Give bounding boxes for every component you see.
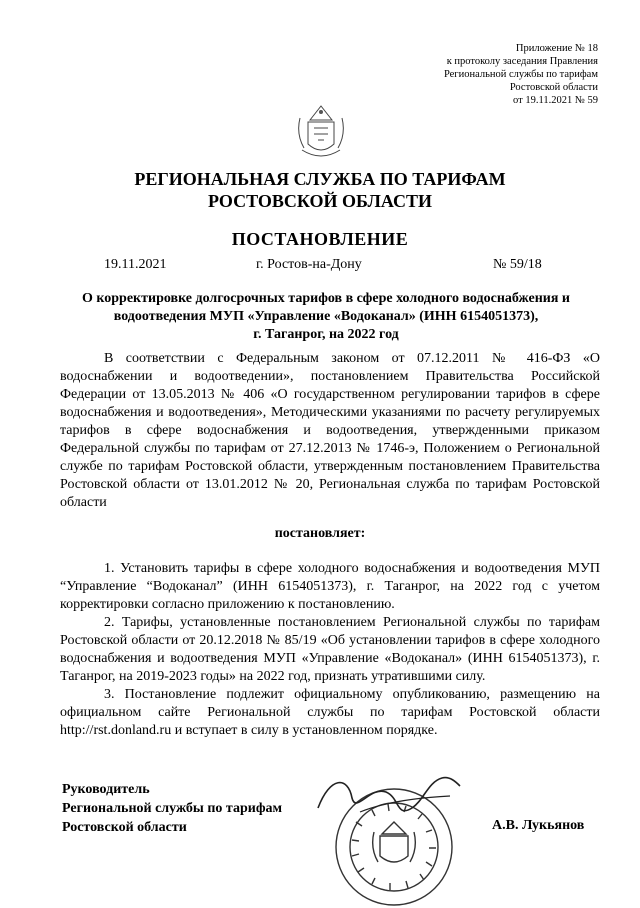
signatory-name: А.В. Лукьянов [492, 818, 585, 833]
coat-of-arms-emblem [294, 100, 348, 164]
document-type: ПОСТАНОВЛЕНИЕ [231, 229, 409, 249]
annex-reference [444, 42, 598, 107]
document-number: № 59/18 [493, 257, 542, 272]
resolves-heading: постановляет: [274, 526, 366, 541]
annex-line: Ростовской области [509, 82, 598, 93]
resolution-item: 2. Тарифы, установленные постановлением Региональной службы по тарифам Ростовской области от 20.12.2018 № 85/19 «Об установлении тарифов в сфере холодного водоснабжения и водоотведения МУП «Управление «Водоканал» (ИНН 6154051373), г. Таганрог, на 2019-2023 годы» на 2022 год, признать утратившими силу. [60, 615, 600, 684]
document-subject [52, 290, 600, 344]
preamble-paragraph: В соответствии с Федеральным законом от 07.12.2011 № 416-ФЗ «О водоснабжении и водоотведении», постановлением Правительства Российской Федерации от 13.05.2013 № 406 «О государственном регулировании тарифов в сфере водоснабжения и водоотведения», Методическими указаниями по расчету регулируемых тарифов в сфере водоснабжения и водоотведения, утвержденными приказом Федеральной службы по тарифам от 27.12.2013 № 1746-э, Положением о Региональной службе по тарифам Ростовской области, утвержденным постановлением Правительства Ростовской области от 13.01.2012 № 20, Региональная служба по тарифам Ростовской области [60, 351, 600, 510]
document-place: г. Ростов-на-Дону [256, 257, 362, 272]
subject-line: О корректировке долгосрочных тарифов в сфере холодного водоснабжения и [82, 291, 570, 306]
annex-line: от 19.11.2021 № 59 [513, 95, 598, 106]
signatory-title [62, 780, 282, 837]
annex-line: к протоколу заседания Правления [446, 56, 598, 67]
annex-line: Приложение № 18 [515, 43, 598, 54]
resolution-item: 1. Установить тарифы в сфере холодного водоснабжения и водоотведения МУП “Управление “Водоканал” (ИНН 6154051373), г. Таганрог, на 2022 год с учетом корректировки согласно приложению к постановлению. [60, 561, 600, 612]
handwritten-signature [300, 768, 470, 828]
annex-line: Региональной службы по тарифам [443, 69, 598, 80]
signatory-title-line: Ростовской области [62, 820, 187, 835]
resolution-item: 3. Постановление подлежит официальному опубликованию, размещению на официальном сайте Региональной службы по тарифам Ростовской области http://rst.donland.ru и вступает в силу в установленном порядке. [60, 687, 600, 738]
agency-name [0, 168, 640, 212]
signatory-title-line: Руководитель [62, 782, 150, 797]
document-date: 19.11.2021 [104, 257, 167, 272]
signatory-title-line: Региональной службы по тарифам [62, 801, 283, 816]
agency-name-line: РОСТОВСКОЙ ОБЛАСТИ [208, 191, 432, 211]
agency-name-line: РЕГИОНАЛЬНАЯ СЛУЖБА ПО ТАРИФАМ [134, 169, 506, 189]
subject-line: водоотведения МУП «Управление «Водоканал» (ИНН 6154051373), [113, 309, 539, 324]
subject-line: г. Таганрог, на 2022 год [253, 327, 399, 342]
resolution-items [60, 560, 600, 740]
